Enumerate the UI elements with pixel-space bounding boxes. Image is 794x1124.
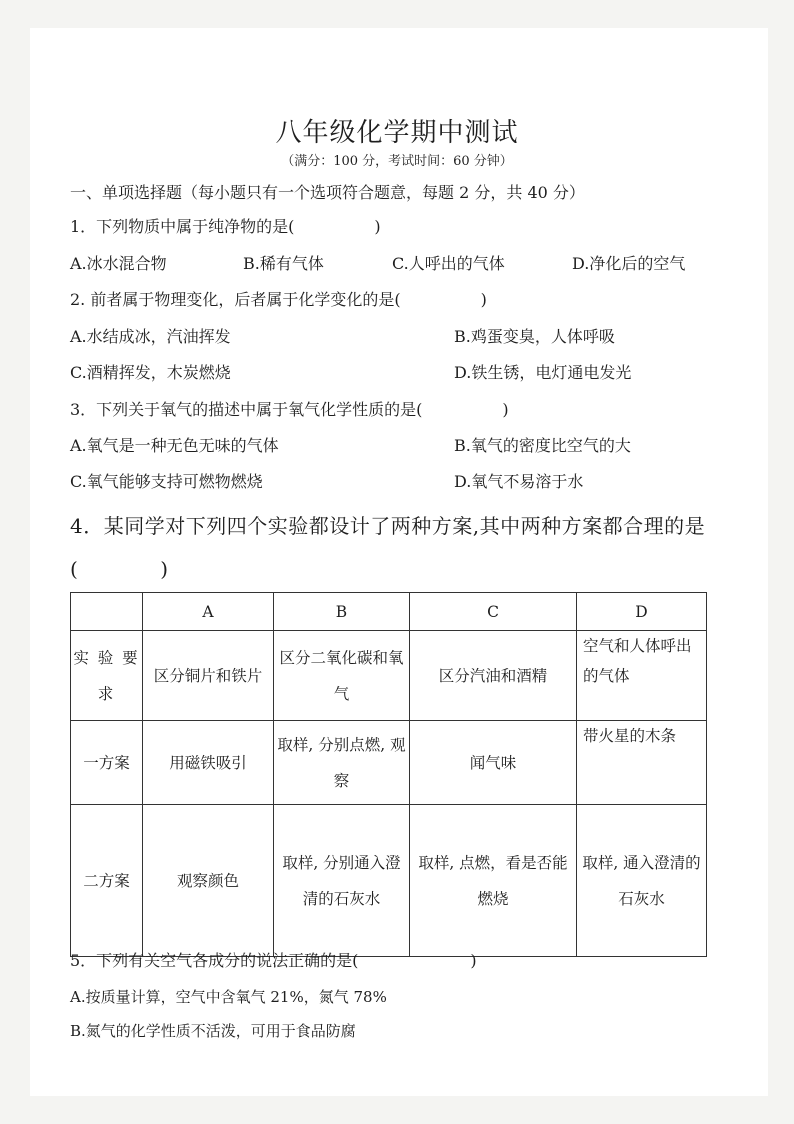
q5-option-b: B.氮气的化学性质不活泼，可用于食品防腐 xyxy=(70,1022,356,1040)
section-heading: 一、单项选择题（每小题只有一个选项符合题意，每题 2 分，共 40 分） xyxy=(70,183,585,202)
question-2-stem: 2. 前者属于物理变化，后者属于化学变化的是( ) xyxy=(70,290,487,309)
table-header-cell xyxy=(71,593,143,631)
table-cell: 取样, 分别通入澄清的石灰水 xyxy=(274,805,410,957)
table-cell: 区分铜片和铁片 xyxy=(143,631,274,721)
q1-option-a: A.冰水混合物 xyxy=(70,254,167,273)
q1-option-b: B.稀有气体 xyxy=(243,254,324,273)
row-label: 一方案 xyxy=(71,721,143,805)
table-header-cell: C xyxy=(410,593,577,631)
table-cell: 带火星的木条 xyxy=(577,721,707,805)
table-row xyxy=(71,631,707,721)
q2-option-b: B.鸡蛋变臭，人体呼吸 xyxy=(454,327,615,346)
row-label: 二方案 xyxy=(71,805,143,957)
table-header-row xyxy=(71,593,707,631)
q3-option-c: C.氧气能够支持可燃物燃烧 xyxy=(70,472,263,491)
q5-option-a: A.按质量计算，空气中含氧气 21%，氮气 78% xyxy=(70,988,387,1006)
table-header-cell: B xyxy=(274,593,410,631)
question-4-stem: 4．某同学对下列四个实验都设计了两种方案,其中两种方案都合理的是 xyxy=(70,514,706,538)
table-cell: 用磁铁吸引 xyxy=(143,721,274,805)
q3-option-a: A.氧气是一种无色无味的气体 xyxy=(70,436,279,455)
question-4-blank: ( ) xyxy=(70,557,169,581)
experiment-table xyxy=(70,592,707,957)
table-cell: 取样, 点燃，看是否能燃烧 xyxy=(410,805,577,957)
table-row xyxy=(71,805,707,957)
table-cell: 闻气味 xyxy=(410,721,577,805)
table-cell: 区分二氧化碳和氧气 xyxy=(274,631,410,721)
table-row xyxy=(71,721,707,805)
q3-option-d: D.氧气不易溶于水 xyxy=(454,472,584,491)
q1-option-d: D.净化后的空气 xyxy=(572,254,686,273)
table-cell: 取样, 分别点燃, 观察 xyxy=(274,721,410,805)
q2-option-c: C.酒精挥发，木炭燃烧 xyxy=(70,363,231,382)
table-header-cell: D xyxy=(577,593,707,631)
question-3-stem: 3．下列关于氧气的描述中属于氧气化学性质的是( ) xyxy=(70,400,509,419)
exam-subtitle: （满分：100 分，考试时间：60 分钟） xyxy=(281,154,513,169)
q1-option-c: C.人呼出的气体 xyxy=(392,254,505,273)
question-1-stem: 1．下列物质中属于纯净物的是( ) xyxy=(70,217,381,236)
q3-option-b: B.氧气的密度比空气的大 xyxy=(454,436,631,455)
table-cell: 空气和人体呼出的气体 xyxy=(577,631,707,721)
q2-option-a: A.水结成冰，汽油挥发 xyxy=(70,327,231,346)
table-cell: 取样, 通入澄清的石灰水 xyxy=(577,805,707,957)
table-cell: 观察颜色 xyxy=(143,805,274,957)
exam-title: 八年级化学期中测试 xyxy=(275,118,519,148)
row-label: 实 验 要 求 xyxy=(71,631,143,721)
table-header-cell: A xyxy=(143,593,274,631)
table-cell: 区分汽油和酒精 xyxy=(410,631,577,721)
question-5-stem: 5．下列有关空气各成分的说法正确的是( ) xyxy=(70,951,477,970)
q2-option-d: D.铁生锈，电灯通电发光 xyxy=(454,363,632,382)
